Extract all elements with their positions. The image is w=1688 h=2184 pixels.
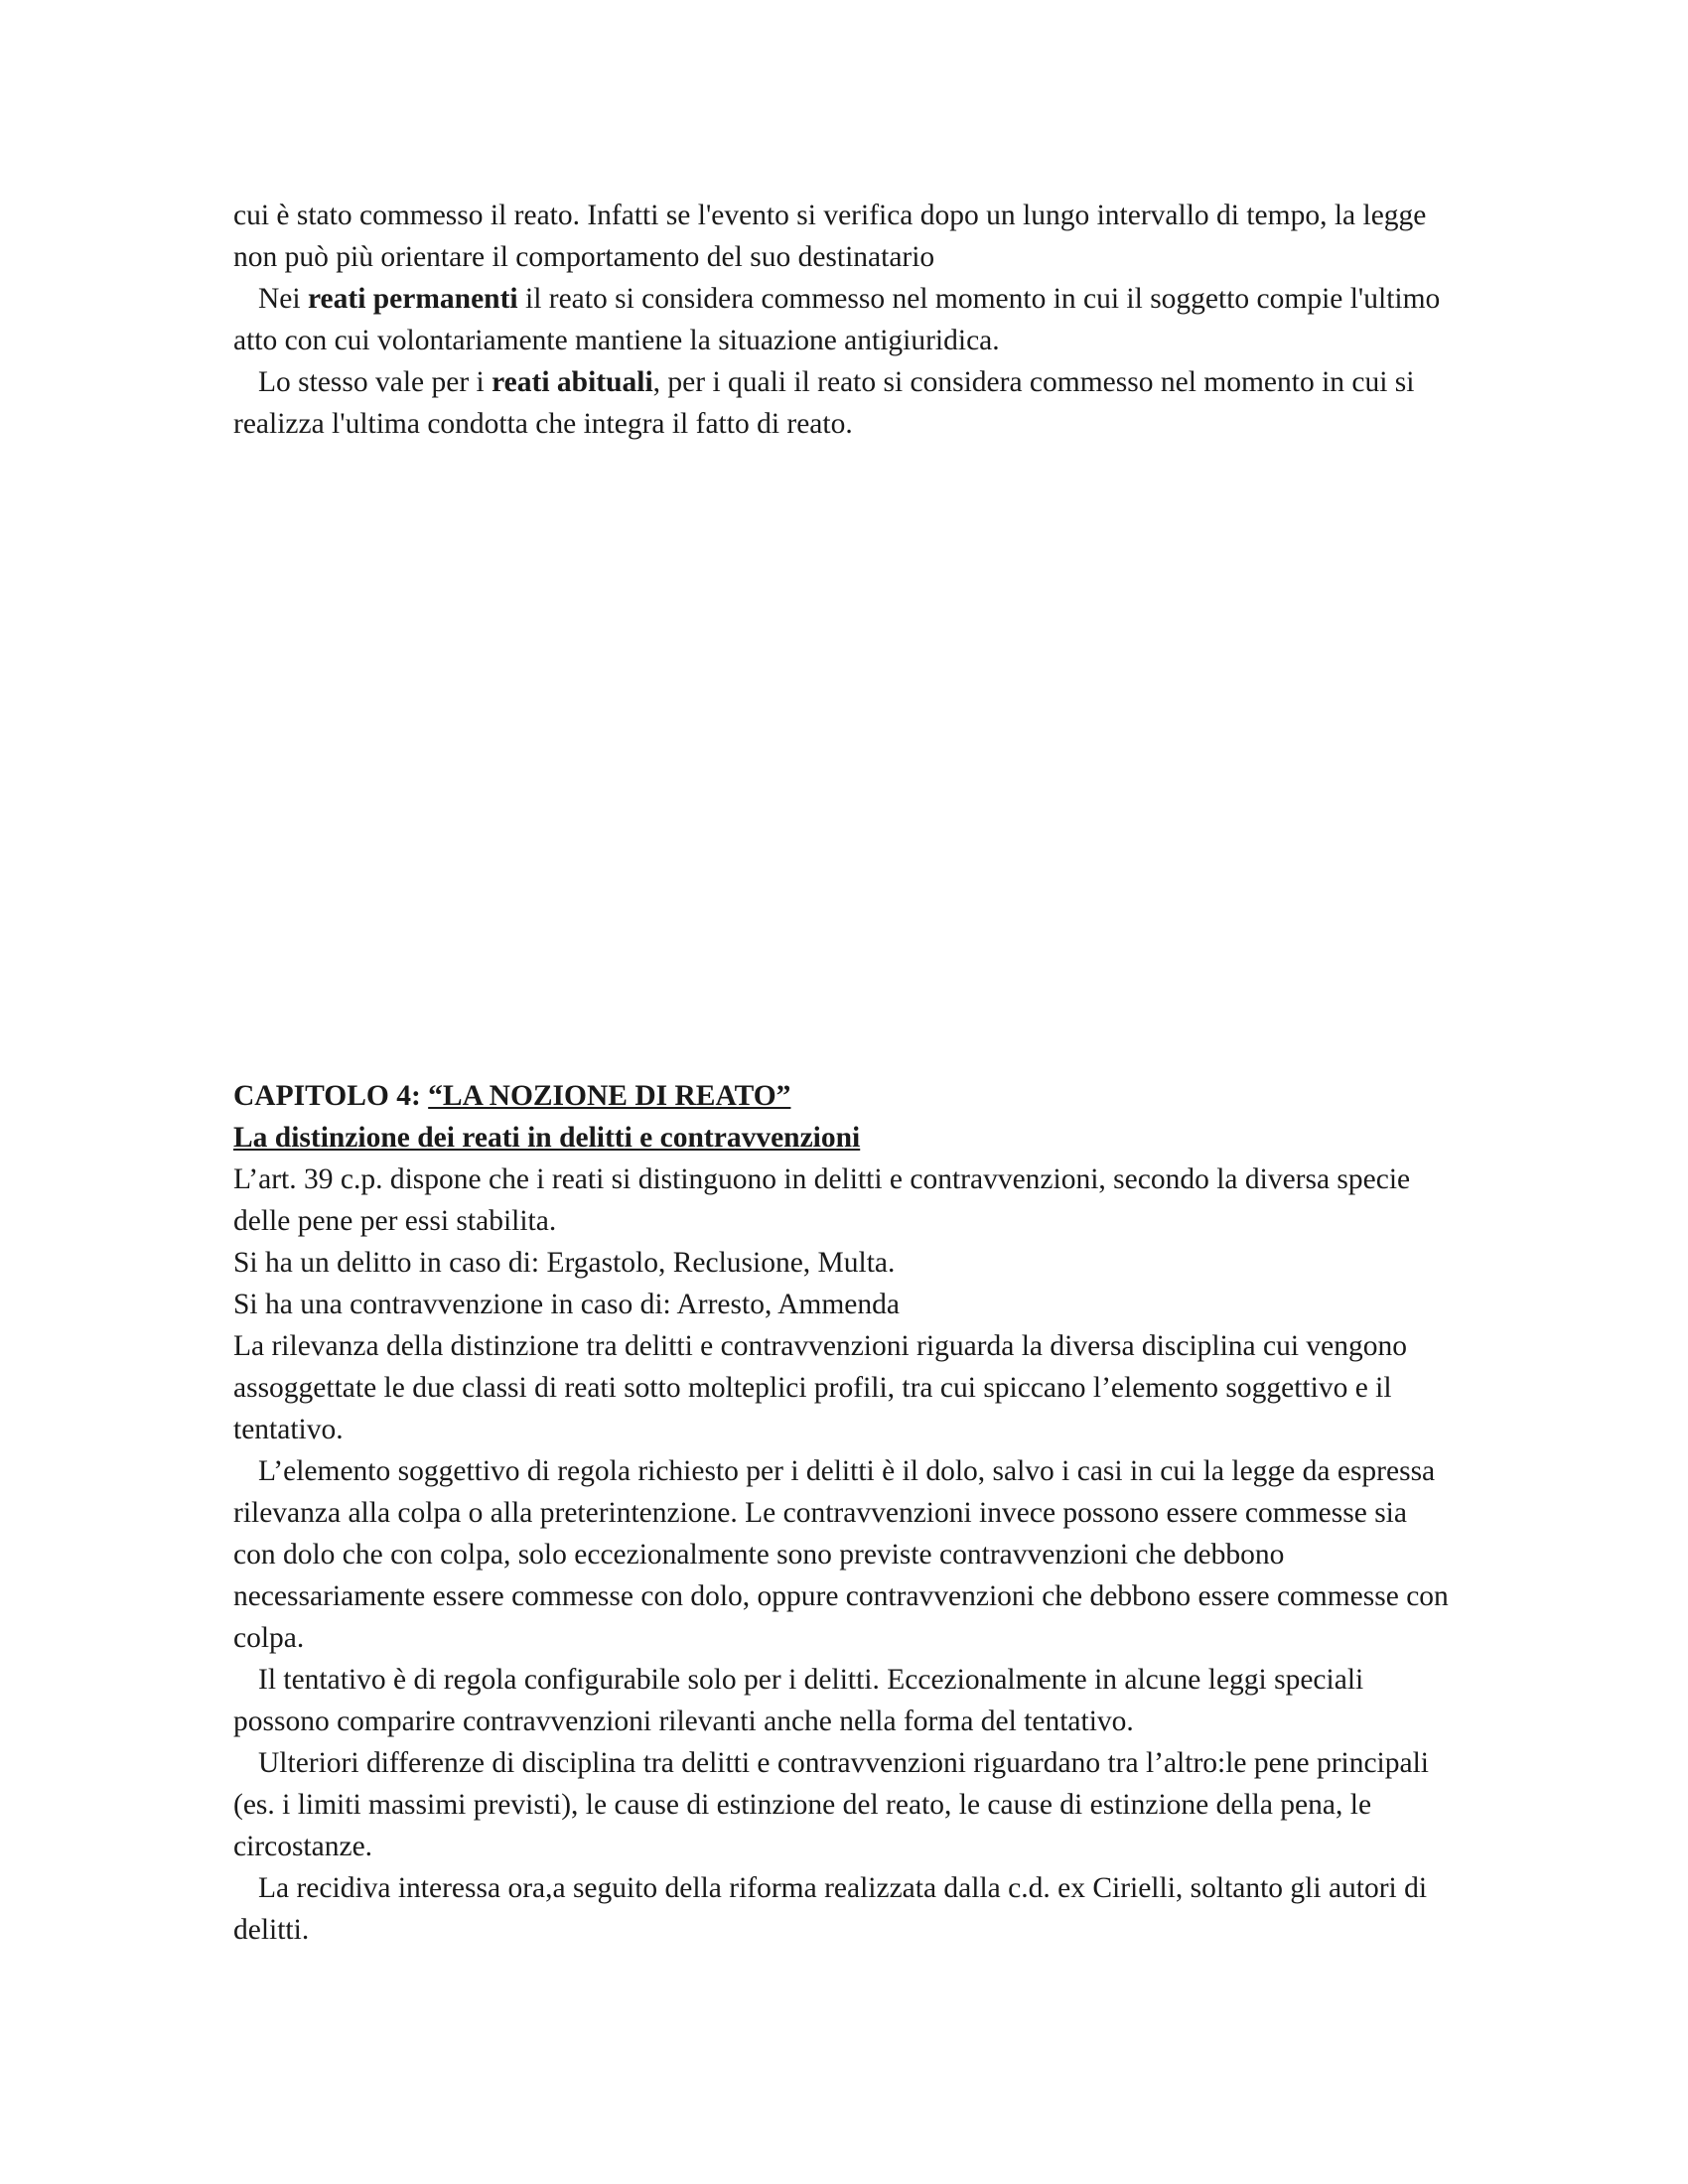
paragraph-reati-abituali [233,361,1455,445]
text-run: Nei [258,283,308,315]
text-run: Lo stesso vale per i [258,366,492,398]
paragraph: Il tentativo è di regola configurabile solo per i delitti. Eccezionalmente in alcune leggi speciali possono comparire contravvenzioni rilevanti anche nella forma del tentativo. [233,1664,1364,1737]
section-heading [233,1117,1455,1159]
chapter-prefix: CAPITOLO 4: [233,1080,429,1112]
paragraph: L’elemento soggettivo di regola richiesto per i delitti è il dolo, salvo i casi in cui la legge da espressa rilevanza alla colpa o alla preterintenzione. Le contravvenzioni invece possono essere commesse sia con dolo che con colpa, solo eccezionalmente sono previste contravvenzioni che debbono necessariamente essere commesse con dolo, oppure contravvenzioni che debbono essere commesse con colpa. [233,1455,1449,1654]
chapter-title: “LA NOZIONE DI REATO” [428,1080,791,1112]
text-run: il reato si considera commesso nel momento in cui il soggetto compie l'ultimo atto con cui volontariamente mantiene la situazione antigiuridica. [233,283,1441,356]
section-title-text: La distinzione dei reati in delitti e contravvenzioni [233,1122,861,1154]
paragraph: cui è stato commesso il reato. Infatti se l'evento si verifica dopo un lungo intervallo di tempo, la legge non può più orientare il comportamento del suo destinatario [233,200,1427,273]
paragraph: L’art. 39 c.p. dispone che i reati si distinguono in delitti e contravvenzioni, secondo la diversa specie delle pene per essi stabilita. [233,1163,1411,1237]
text-run: , per i quali il reato si considera commesso nel momento in cui si realizza l'ultima condotta che integra il fatto di reato. [233,366,1415,440]
bold-term: reati permanenti [307,283,518,315]
paragraph-reati-permanenti [233,278,1455,361]
paragraph: Si ha un delitto in caso di: Ergastolo, Reclusione, Multa. [233,1247,896,1279]
chapter-block [233,1075,1455,1951]
paragraph: La recidiva interessa ora,a seguito della riforma realizzata dalla c.d. ex Cirielli, soltanto gli autori di delitti. [233,1872,1428,1946]
paragraph: Ulteriori differenze di disciplina tra delitti e contravvenzioni riguardano tra l’altro:le pene principali (es. i limiti massimi previsti), le cause di estinzione del reato, le cause di estinzione della pena, le circostanze. [233,1747,1429,1862]
bold-term: reati abituali [492,366,653,398]
paragraph: Si ha una contravvenzione in caso di: Arresto, Ammenda [233,1289,900,1320]
paragraph: La rilevanza della distinzione tra delitti e contravvenzioni riguarda la diversa disciplina cui vengono assoggettate le due classi di reati sotto molteplici profili, tra cui spiccano l’elemento soggettivo e il tentativo. [233,1330,1408,1445]
top-text-block [233,195,1455,445]
chapter-heading [233,1075,1455,1117]
